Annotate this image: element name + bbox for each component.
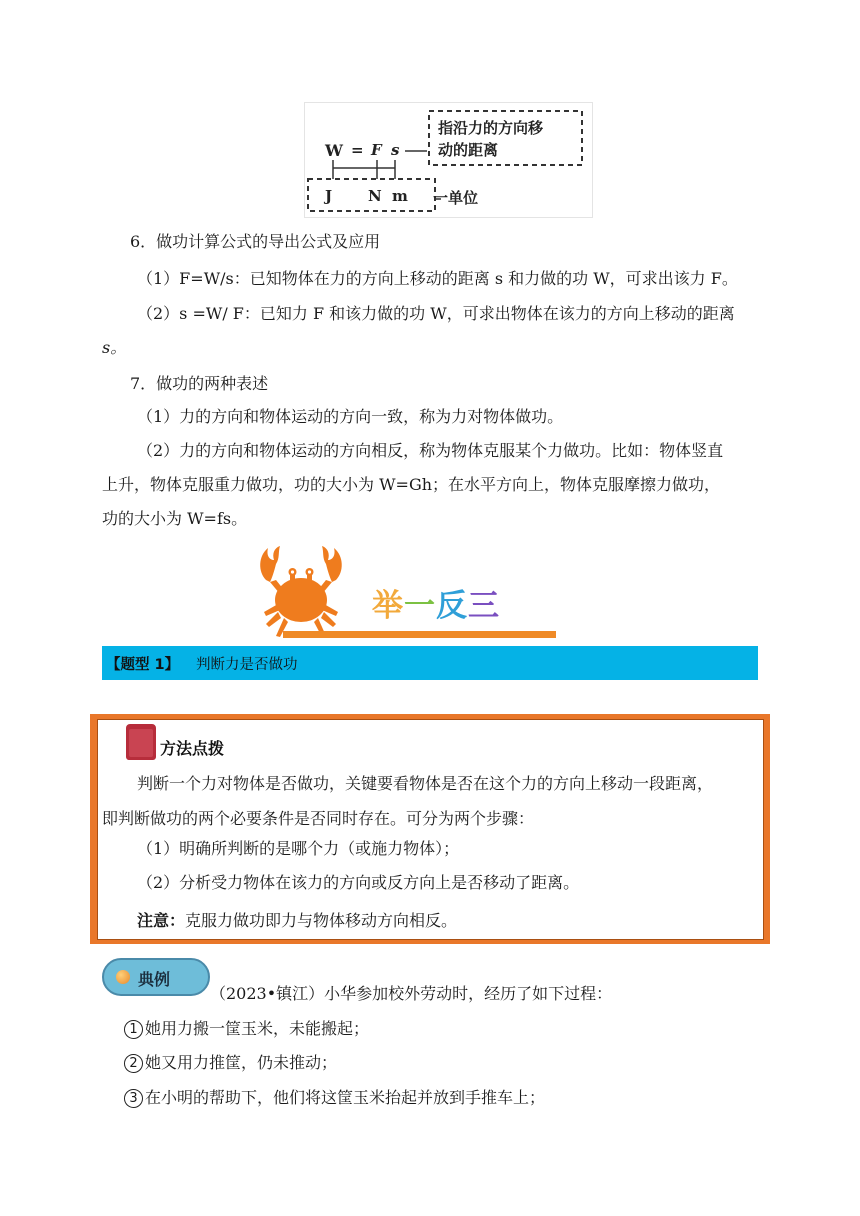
banner-underline — [283, 631, 556, 638]
example-item-2 — [124, 1052, 337, 1074]
section7-item2-line2: 上升，物体克服重力做功，功的大小为 W=Gh；在水平方向上，物体克服摩擦力做功， — [102, 475, 721, 494]
question-type-tag: 【题型 1】 — [106, 657, 180, 673]
unit-J: J — [325, 187, 333, 205]
formula-s: s — [391, 141, 400, 159]
example-intro: （2023•镇江）小华参加校外劳动时，经历了如下过程： — [210, 984, 613, 1003]
distance-label-line2: 动的距离 — [438, 141, 499, 159]
question-type-title: 判断力是否做功 — [196, 657, 298, 673]
section7-item2-line3: 功的大小为 W=fs。 — [102, 509, 248, 528]
method-step1: （1）明确所判断的是哪个力（或施力物体）； — [137, 839, 460, 858]
crab-icon — [256, 542, 346, 638]
question-type-bar — [102, 646, 758, 680]
circled-number-1: 1 — [124, 1020, 143, 1039]
example-pill — [102, 958, 210, 996]
section7-item1: （1）力的方向和物体运动的方向一致，称为力对物体做功。 — [137, 407, 564, 426]
example-item-2-text: 她又用力推筐，仍未推动； — [145, 1053, 338, 1072]
note-text: 克服力做功即力与物体移动方向相反。 — [185, 911, 458, 930]
bullet-icon — [116, 970, 130, 984]
bookmark-icon — [126, 724, 156, 760]
section7-heading: 7．做功的两种表述 — [130, 374, 269, 393]
example-item-1-text: 她用力搬一筐玉米，未能搬起； — [145, 1019, 370, 1038]
banner-title — [372, 580, 500, 625]
example-item-3-text: 在小明的帮助下，他们将这筐玉米抬起并放到手推车上； — [145, 1088, 546, 1107]
circled-number-2: 2 — [124, 1054, 143, 1073]
banner-char-2: 一 — [404, 588, 436, 624]
section7-item2-line1: （2）力的方向和物体运动的方向相反，称为物体克服某个力做功。比如：物体竖直 — [137, 441, 724, 460]
formula-equals: = — [351, 141, 364, 159]
section6-item1: （1）F=W/s：已知物体在力的方向上移动的距离 s 和力做的功 W，可求出该力 F。 — [137, 269, 738, 288]
method-note — [137, 910, 457, 932]
method-line2: 即判断做功的两个必要条件是否同时存在。可分为两个步骤： — [102, 809, 535, 828]
formula-figure — [304, 102, 593, 218]
formula-W: W — [325, 141, 343, 160]
example-item-1 — [124, 1018, 369, 1040]
banner-char-1: 举 — [372, 588, 404, 624]
circled-number-3: 3 — [124, 1089, 143, 1108]
example-pill-label: 典例 — [138, 970, 171, 989]
note-label: 注意： — [137, 911, 186, 930]
unit-label: 一单位 — [433, 189, 479, 207]
distance-label-line1: 指沿力的方向移 — [438, 119, 544, 137]
formula-F: F — [371, 141, 382, 159]
method-line1: 判断一个力对物体是否做功，关键要看物体是否在这个力的方向上移动一段距离， — [137, 774, 714, 793]
method-step2: （2）分析受力物体在该力的方向或反方向上是否移动了距离。 — [137, 873, 580, 892]
section6-item2-line1: （2）s =W/ F：已知力 F 和该力做的功 W，可求出物体在该力的方向上移动的距离 — [137, 304, 735, 323]
method-title: 方法点拨 — [160, 739, 225, 758]
banner-char-4: 三 — [468, 588, 500, 624]
unit-N: N — [368, 187, 382, 205]
section6-heading: 6．做功计算公式的导出公式及应用 — [130, 232, 381, 251]
example-item-3 — [124, 1087, 545, 1109]
section6-item2-line2: s。 — [102, 338, 127, 357]
banner-char-3: 反 — [436, 588, 468, 624]
unit-m: m — [392, 187, 408, 205]
